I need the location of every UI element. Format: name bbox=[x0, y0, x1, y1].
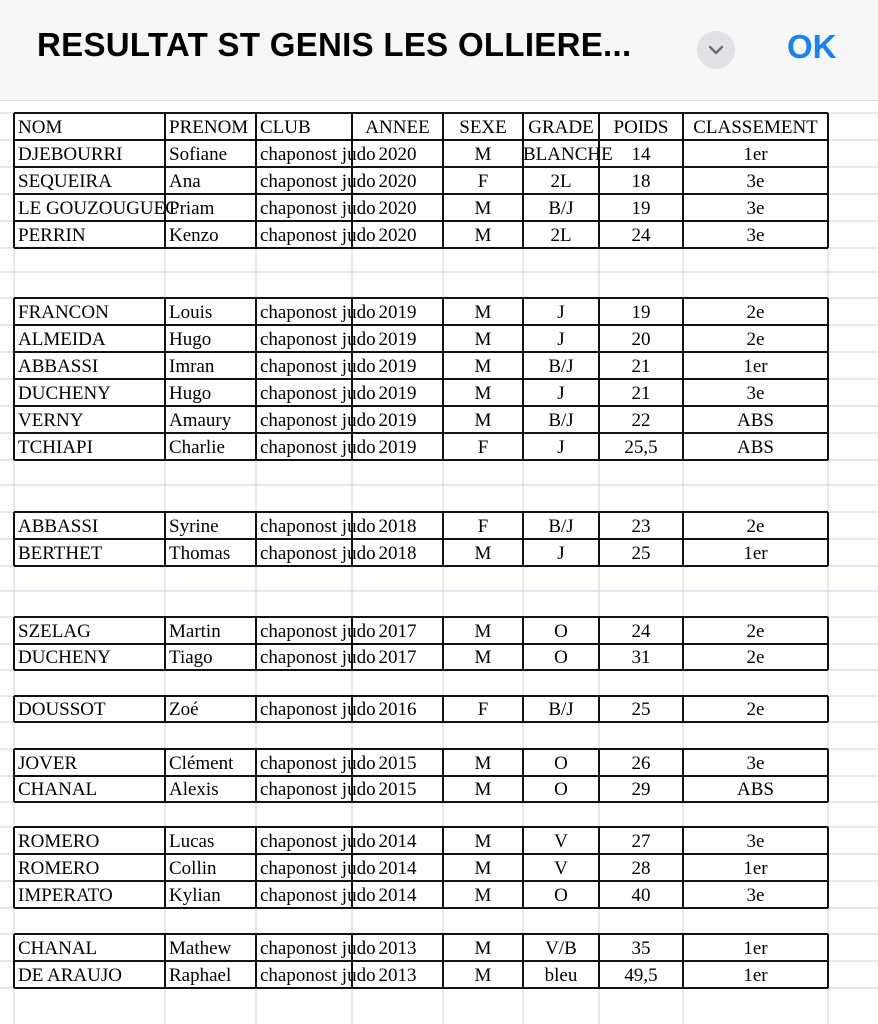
cell-sexe: M bbox=[474, 884, 492, 906]
cell-prenom: Kenzo bbox=[169, 224, 219, 246]
cell-prenom: Louis bbox=[169, 301, 213, 323]
cell-prenom: Priam bbox=[169, 197, 215, 219]
cell-sexe: M bbox=[474, 964, 492, 986]
cell-club: chaponost judo bbox=[260, 436, 376, 458]
cell-club: chaponost judo bbox=[260, 170, 376, 192]
cell-prenom: Raphael bbox=[169, 964, 232, 986]
cell-nom: CHANAL bbox=[18, 937, 98, 959]
cell-classement: ABS bbox=[737, 409, 774, 431]
cell-grade: B/J bbox=[548, 197, 574, 219]
cell-classement: 3e bbox=[746, 752, 765, 774]
cell-club: chaponost judo bbox=[260, 857, 376, 879]
cell-annee: 2019 bbox=[378, 436, 417, 458]
cell-nom: DE ARAUJO bbox=[18, 964, 122, 986]
cell-annee: 2016 bbox=[378, 699, 417, 720]
cell-classement: 2e bbox=[746, 647, 765, 668]
cell-prenom: Zoé bbox=[169, 699, 199, 720]
cell-grade: O bbox=[554, 620, 568, 642]
cell-club: chaponost judo bbox=[260, 224, 376, 246]
cell-grade: J bbox=[557, 382, 565, 404]
column-header: POIDS bbox=[613, 116, 669, 138]
cell-prenom: Tiago bbox=[169, 647, 213, 668]
cell-sexe: M bbox=[474, 301, 492, 323]
cell-club: chaponost judo bbox=[260, 143, 376, 165]
cell-poids: 24 bbox=[631, 224, 651, 246]
cell-annee: 2019 bbox=[378, 409, 417, 431]
cell-club: chaponost judo bbox=[260, 647, 376, 668]
cell-club: chaponost judo bbox=[260, 328, 376, 350]
cell-poids: 29 bbox=[631, 779, 651, 800]
cell-club: chaponost judo bbox=[260, 355, 376, 377]
cell-club: chaponost judo bbox=[260, 937, 376, 959]
cell-poids: 27 bbox=[631, 830, 651, 852]
cell-classement: ABS bbox=[737, 779, 774, 800]
cell-classement: 1er bbox=[743, 143, 768, 165]
cell-nom: SZELAG bbox=[18, 620, 91, 642]
cell-nom: TCHIAPI bbox=[18, 436, 93, 458]
column-header: GRADE bbox=[528, 116, 594, 138]
cell-grade: O bbox=[554, 884, 568, 906]
cell-annee: 2014 bbox=[378, 884, 417, 906]
cell-annee: 2014 bbox=[378, 830, 417, 852]
cell-nom: ROMERO bbox=[18, 857, 100, 879]
cell-grade: J bbox=[557, 436, 565, 458]
cell-club: chaponost judo bbox=[260, 830, 376, 852]
cell-annee: 2019 bbox=[378, 301, 417, 323]
cell-annee: 2020 bbox=[378, 197, 417, 219]
cell-annee: 2015 bbox=[378, 752, 417, 774]
cell-nom: JOVER bbox=[18, 752, 78, 774]
cell-poids: 19 bbox=[631, 301, 651, 323]
cell-nom: DJEBOURRI bbox=[18, 143, 123, 165]
cell-club: chaponost judo bbox=[260, 301, 376, 323]
cell-club: chaponost judo bbox=[260, 515, 376, 537]
cell-prenom: Syrine bbox=[169, 515, 219, 537]
cell-prenom: Mathew bbox=[169, 937, 232, 959]
cell-annee: 2017 bbox=[378, 647, 417, 668]
cell-annee: 2018 bbox=[378, 542, 417, 564]
cell-nom: ABBASSI bbox=[18, 515, 99, 537]
cell-prenom: Clément bbox=[169, 752, 234, 774]
cell-poids: 20 bbox=[631, 328, 651, 350]
cell-classement: 3e bbox=[746, 197, 765, 219]
cell-sexe: M bbox=[474, 937, 492, 959]
cell-grade: O bbox=[554, 779, 568, 800]
cell-classement: 1er bbox=[743, 937, 768, 959]
cell-prenom: Imran bbox=[169, 355, 215, 377]
cell-classement: 2e bbox=[746, 301, 765, 323]
column-header: CLASSEMENT bbox=[693, 116, 818, 138]
cell-classement: 1er bbox=[743, 355, 768, 377]
cell-poids: 19 bbox=[631, 197, 651, 219]
cell-annee: 2020 bbox=[378, 224, 417, 246]
cell-sexe: M bbox=[474, 328, 492, 350]
cell-grade: bleu bbox=[544, 964, 578, 986]
cell-prenom: Amaury bbox=[169, 409, 232, 431]
cell-nom: VERNY bbox=[18, 409, 84, 431]
cell-classement: 1er bbox=[743, 857, 768, 879]
cell-grade: V/B bbox=[545, 937, 577, 959]
cell-poids: 40 bbox=[631, 884, 651, 906]
cell-sexe: M bbox=[474, 779, 492, 800]
cell-poids: 24 bbox=[631, 620, 651, 642]
cell-sexe: M bbox=[474, 382, 492, 404]
cell-poids: 14 bbox=[631, 143, 651, 165]
cell-nom: SEQUEIRA bbox=[18, 170, 112, 192]
cell-poids: 18 bbox=[631, 170, 651, 192]
cell-sexe: F bbox=[477, 170, 489, 192]
cell-grade: J bbox=[557, 328, 565, 350]
cell-poids: 23 bbox=[631, 515, 651, 537]
cell-nom: DOUSSOT bbox=[18, 699, 106, 720]
cell-prenom: Martin bbox=[169, 620, 221, 642]
cell-grade: B/J bbox=[548, 409, 574, 431]
cell-nom: PERRIN bbox=[18, 224, 86, 246]
cell-nom: IMPERATO bbox=[18, 884, 113, 906]
cell-sexe: M bbox=[474, 620, 492, 642]
cell-nom: LE GOUZOUGUEC bbox=[18, 197, 178, 219]
cell-annee: 2013 bbox=[378, 964, 417, 986]
cell-sexe: M bbox=[474, 752, 492, 774]
column-header: NOM bbox=[18, 116, 63, 138]
cell-prenom: Sofiane bbox=[169, 143, 228, 165]
ok-button[interactable]: OK bbox=[787, 28, 837, 65]
cell-sexe: M bbox=[474, 647, 492, 668]
cell-sexe: F bbox=[477, 436, 489, 458]
chevron-down-icon bbox=[708, 44, 724, 56]
cell-nom: CHANAL bbox=[18, 779, 98, 800]
cell-annee: 2018 bbox=[378, 515, 417, 537]
cell-annee: 2017 bbox=[378, 620, 417, 642]
document-title: RESULTAT ST GENIS LES OLLIERE... bbox=[37, 26, 632, 63]
cell-nom: FRANCON bbox=[18, 301, 109, 323]
cell-club: chaponost judo bbox=[260, 542, 376, 564]
cell-poids: 21 bbox=[631, 355, 651, 377]
cell-club: chaponost judo bbox=[260, 699, 376, 720]
cell-grade: BLANCHE bbox=[523, 143, 613, 165]
cell-nom: DUCHENY bbox=[18, 382, 111, 404]
cell-grade: J bbox=[557, 301, 565, 323]
cell-prenom: Collin bbox=[169, 857, 217, 879]
cell-grade: 2L bbox=[550, 170, 572, 192]
cell-classement: 1er bbox=[743, 964, 768, 986]
cell-grade: 2L bbox=[550, 224, 572, 246]
title-expand-button[interactable] bbox=[697, 31, 735, 69]
cell-grade: V bbox=[554, 857, 568, 879]
cell-grade: B/J bbox=[548, 699, 574, 720]
column-header: SEXE bbox=[459, 116, 507, 138]
column-header: ANNEE bbox=[365, 116, 430, 138]
cell-poids: 25 bbox=[631, 699, 651, 720]
cell-sexe: M bbox=[474, 143, 492, 165]
cell-classement: 1er bbox=[743, 542, 768, 564]
column-header: CLUB bbox=[260, 116, 311, 138]
cell-club: chaponost judo bbox=[260, 779, 376, 800]
cell-classement: 3e bbox=[746, 170, 765, 192]
cell-nom: ABBASSI bbox=[18, 355, 99, 377]
cell-grade: J bbox=[557, 542, 565, 564]
cell-prenom: Charlie bbox=[169, 436, 225, 458]
cell-classement: 2e bbox=[746, 699, 765, 720]
cell-sexe: M bbox=[474, 224, 492, 246]
cell-classement: 2e bbox=[746, 515, 765, 537]
cell-prenom: Kylian bbox=[169, 884, 221, 906]
cell-sexe: M bbox=[474, 830, 492, 852]
cell-club: chaponost judo bbox=[260, 197, 376, 219]
column-header: PRENOM bbox=[169, 116, 249, 138]
cell-classement: 2e bbox=[746, 620, 765, 642]
spreadsheet bbox=[0, 100, 878, 1024]
cell-classement: 3e bbox=[746, 884, 765, 906]
cell-sexe: M bbox=[474, 409, 492, 431]
cell-nom: ALMEIDA bbox=[18, 328, 106, 350]
cell-grade: V bbox=[554, 830, 568, 852]
cell-poids: 25,5 bbox=[624, 436, 658, 458]
cell-sexe: M bbox=[474, 355, 492, 377]
cell-poids: 31 bbox=[631, 647, 651, 668]
cell-club: chaponost judo bbox=[260, 620, 376, 642]
cell-grade: O bbox=[554, 752, 568, 774]
cell-sexe: F bbox=[477, 699, 489, 720]
cell-classement: 2e bbox=[746, 328, 765, 350]
cell-annee: 2013 bbox=[378, 937, 417, 959]
cell-classement: 3e bbox=[746, 830, 765, 852]
cell-club: chaponost judo bbox=[260, 409, 376, 431]
cell-grade: O bbox=[554, 647, 568, 668]
cell-prenom: Lucas bbox=[169, 830, 215, 852]
cell-sexe: M bbox=[474, 197, 492, 219]
cell-annee: 2015 bbox=[378, 779, 417, 800]
cell-prenom: Ana bbox=[169, 170, 201, 192]
cell-poids: 22 bbox=[631, 409, 651, 431]
cell-poids: 21 bbox=[631, 382, 651, 404]
cell-classement: 3e bbox=[746, 224, 765, 246]
cell-sexe: M bbox=[474, 857, 492, 879]
cell-classement: 3e bbox=[746, 382, 765, 404]
cell-prenom: Alexis bbox=[169, 779, 219, 800]
cell-sexe: F bbox=[477, 515, 489, 537]
cell-poids: 25 bbox=[631, 542, 651, 564]
cell-nom: BERTHET bbox=[18, 542, 103, 564]
cell-poids: 26 bbox=[631, 752, 651, 774]
cell-annee: 2020 bbox=[378, 170, 417, 192]
cell-poids: 35 bbox=[631, 937, 651, 959]
cell-poids: 28 bbox=[631, 857, 651, 879]
cell-grade: B/J bbox=[548, 515, 574, 537]
cell-poids: 49,5 bbox=[624, 964, 658, 986]
cell-annee: 2019 bbox=[378, 328, 417, 350]
document-header bbox=[0, 0, 878, 101]
cell-prenom: Hugo bbox=[169, 328, 212, 350]
cell-prenom: Hugo bbox=[169, 382, 212, 404]
cell-annee: 2014 bbox=[378, 857, 417, 879]
cell-annee: 2020 bbox=[378, 143, 417, 165]
cell-prenom: Thomas bbox=[169, 542, 231, 564]
cell-annee: 2019 bbox=[378, 355, 417, 377]
cell-club: chaponost judo bbox=[260, 884, 376, 906]
cell-sexe: M bbox=[474, 542, 492, 564]
cell-club: chaponost judo bbox=[260, 964, 376, 986]
cell-annee: 2019 bbox=[378, 382, 417, 404]
cell-nom: ROMERO bbox=[18, 830, 100, 852]
cell-nom: DUCHENY bbox=[18, 647, 111, 668]
cell-club: chaponost judo bbox=[260, 752, 376, 774]
cell-club: chaponost judo bbox=[260, 382, 376, 404]
cell-classement: ABS bbox=[737, 436, 774, 458]
cell-grade: B/J bbox=[548, 355, 574, 377]
